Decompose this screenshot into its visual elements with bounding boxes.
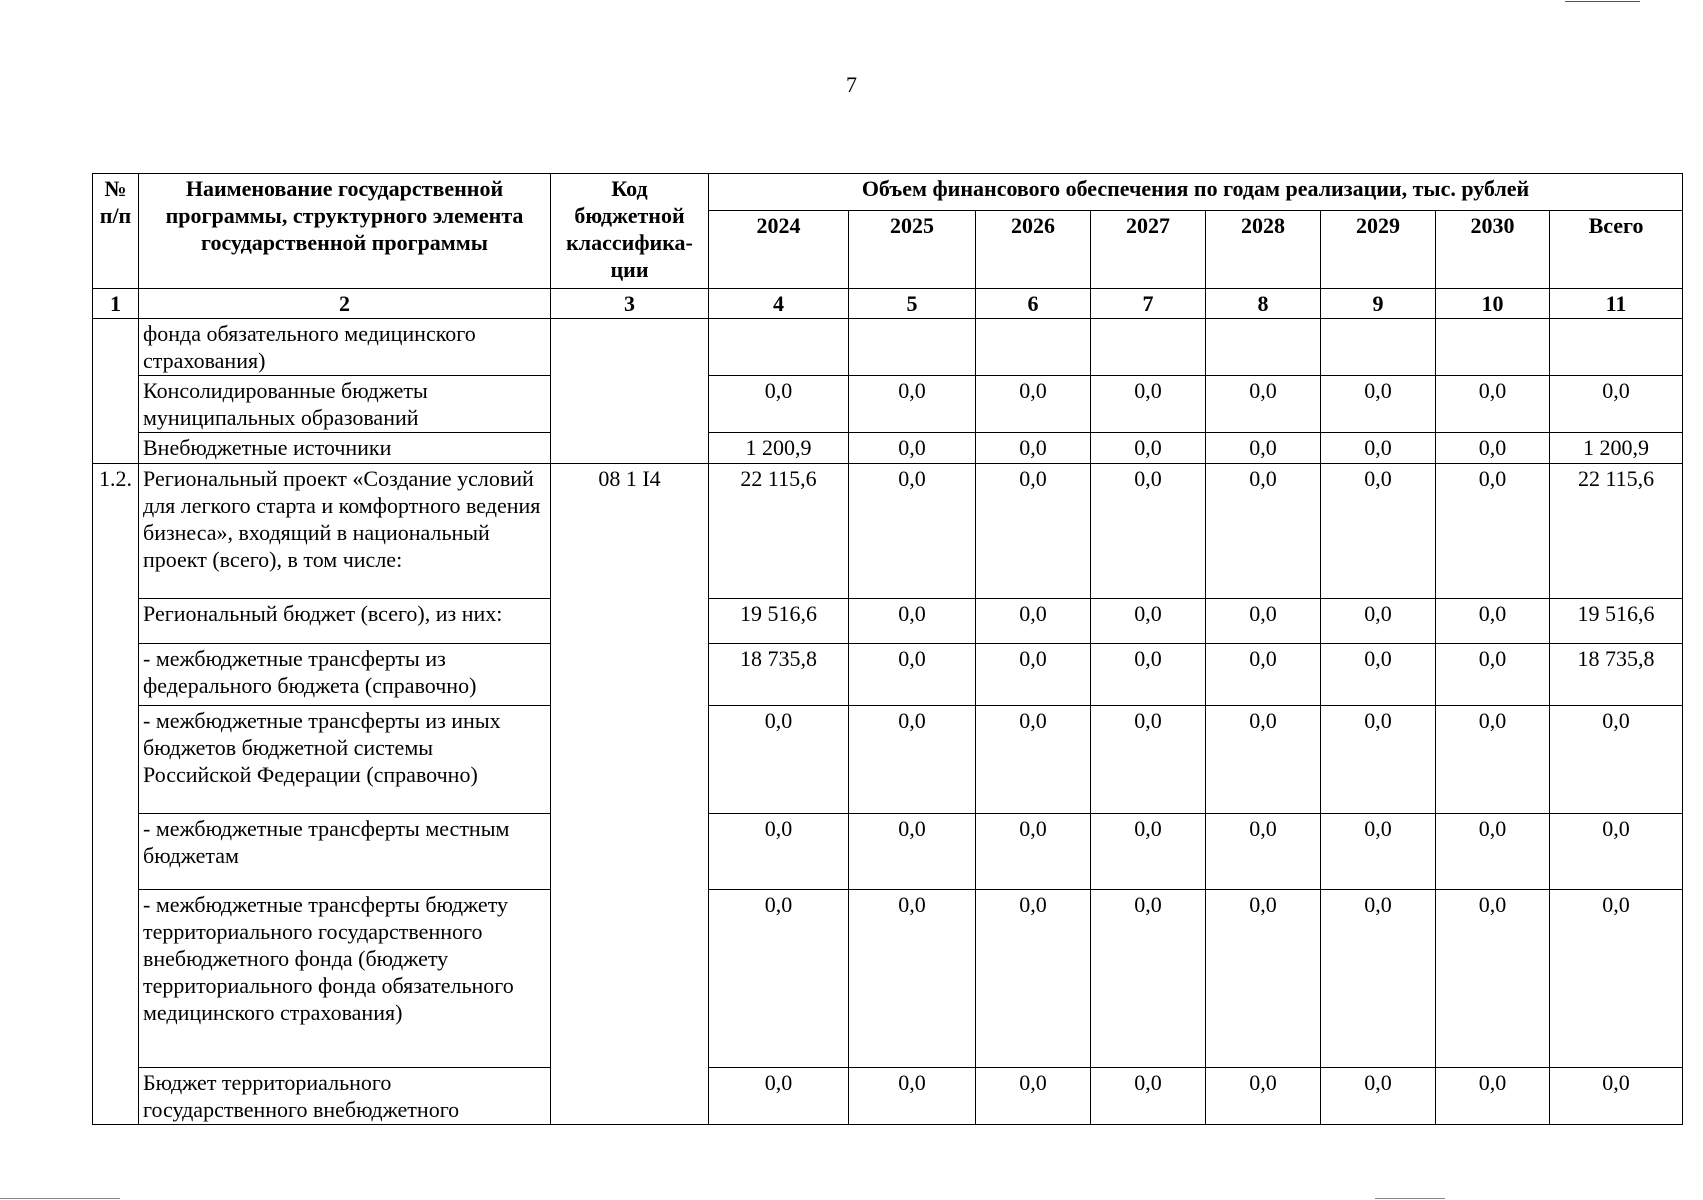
value-cell: 0,0 (976, 1068, 1091, 1125)
header-col-volume: Объем финансового обеспечения по годам реализации, тыс. рублей (709, 174, 1683, 211)
header-col-code: Код бюджетной классифика-ции (551, 174, 709, 289)
value-cell: 0,0 (1206, 890, 1321, 1068)
page-number: 7 (846, 72, 857, 97)
column-number: 3 (551, 289, 709, 319)
column-numbers-row (93, 289, 1683, 319)
table-row (93, 599, 1683, 644)
column-number: 2 (139, 289, 551, 319)
value-cell: 0,0 (849, 433, 976, 464)
value-cell: 0,0 (1091, 376, 1206, 433)
column-number: 5 (849, 289, 976, 319)
value-cell: 0,0 (976, 814, 1091, 890)
value-cell: 0,0 (1436, 644, 1550, 706)
header-total: Всего (1550, 211, 1683, 289)
row-name: - межбюджетные трансферты из федерального бюджета (справочно) (139, 644, 551, 706)
value-cell: 0,0 (849, 464, 976, 599)
value-cell: 0,0 (1436, 814, 1550, 890)
header-col-no: № п/п (93, 174, 139, 289)
value-cell: 22 115,6 (709, 464, 849, 599)
value-cell: 22 115,6 (1550, 464, 1683, 599)
row-name: Бюджет территориального государственного внебюджетного (139, 1068, 551, 1125)
header-year: 2024 (709, 211, 849, 289)
value-cell: 0,0 (1091, 706, 1206, 814)
row-name: фонда обязательного медицинского страхования) (139, 319, 551, 376)
value-cell: 0,0 (1436, 599, 1550, 644)
scan-artifact-line (1565, 1, 1640, 2)
value-cell: 0,0 (849, 1068, 976, 1125)
value-cell: 0,0 (849, 644, 976, 706)
value-cell: 0,0 (849, 599, 976, 644)
value-cell: 0,0 (1550, 890, 1683, 1068)
value-cell: 0,0 (976, 376, 1091, 433)
value-cell: 0,0 (1436, 433, 1550, 464)
value-cell (1206, 319, 1321, 376)
value-cell (849, 319, 976, 376)
row-number-cell (93, 319, 139, 464)
value-cell: 1 200,9 (1550, 433, 1683, 464)
value-cell: 0,0 (709, 376, 849, 433)
value-cell: 0,0 (1550, 814, 1683, 890)
value-cell (976, 319, 1091, 376)
value-cell: 0,0 (1206, 706, 1321, 814)
table-row (93, 890, 1683, 1068)
row-name: Региональный бюджет (всего), из них: (139, 599, 551, 644)
value-cell: 0,0 (849, 890, 976, 1068)
value-cell: 0,0 (709, 706, 849, 814)
value-cell: 0,0 (1206, 599, 1321, 644)
value-cell: 0,0 (1321, 814, 1436, 890)
value-cell: 0,0 (1206, 376, 1321, 433)
value-cell: 0,0 (976, 433, 1091, 464)
column-number: 11 (1550, 289, 1683, 319)
column-number: 4 (709, 289, 849, 319)
header-year: 2026 (976, 211, 1091, 289)
value-cell: 0,0 (1091, 433, 1206, 464)
value-cell: 0,0 (1091, 599, 1206, 644)
scan-artifact-line (0, 1198, 120, 1199)
header-year: 2030 (1436, 211, 1550, 289)
value-cell: 18 735,8 (1550, 644, 1683, 706)
value-cell: 18 735,8 (709, 644, 849, 706)
value-cell: 0,0 (976, 706, 1091, 814)
value-cell: 0,0 (1436, 1068, 1550, 1125)
row-name: - межбюджетные трансферты из иных бюджетов бюджетной системы Российской Федерации (справочно) (139, 706, 551, 814)
value-cell: 0,0 (976, 464, 1091, 599)
section-number: 1.2. (93, 464, 139, 1125)
value-cell: 0,0 (1321, 890, 1436, 1068)
value-cell: 0,0 (1321, 376, 1436, 433)
header-year: 2029 (1321, 211, 1436, 289)
budget-table (92, 173, 1683, 1125)
value-cell: 0,0 (709, 1068, 849, 1125)
value-cell: 0,0 (709, 890, 849, 1068)
value-cell: 0,0 (1436, 464, 1550, 599)
value-cell (709, 319, 849, 376)
value-cell: 0,0 (976, 644, 1091, 706)
table-row (93, 319, 1683, 376)
value-cell: 0,0 (976, 890, 1091, 1068)
code-cell (551, 319, 709, 464)
budget-code: 08 1 I4 (551, 464, 709, 1125)
value-cell: 0,0 (849, 376, 976, 433)
value-cell: 0,0 (1091, 644, 1206, 706)
value-cell: 0,0 (1550, 706, 1683, 814)
column-number: 8 (1206, 289, 1321, 319)
value-cell: 0,0 (1091, 464, 1206, 599)
value-cell: 0,0 (1206, 814, 1321, 890)
value-cell: 0,0 (1206, 464, 1321, 599)
value-cell: 0,0 (1206, 433, 1321, 464)
value-cell: 19 516,6 (1550, 599, 1683, 644)
value-cell: 0,0 (1206, 644, 1321, 706)
column-number: 10 (1436, 289, 1550, 319)
value-cell: 0,0 (1550, 376, 1683, 433)
value-cell (1091, 319, 1206, 376)
value-cell: 0,0 (1436, 376, 1550, 433)
table-row (93, 464, 1683, 599)
value-cell: 0,0 (709, 814, 849, 890)
column-number: 9 (1321, 289, 1436, 319)
value-cell: 0,0 (849, 706, 976, 814)
table-row (93, 644, 1683, 706)
header-year: 2027 (1091, 211, 1206, 289)
row-name: Консолидированные бюджеты муниципальных образований (139, 376, 551, 433)
row-name: Внебюджетные источники (139, 433, 551, 464)
table-row (93, 814, 1683, 890)
value-cell: 0,0 (1091, 814, 1206, 890)
column-number: 6 (976, 289, 1091, 319)
value-cell (1436, 319, 1550, 376)
value-cell: 0,0 (1321, 433, 1436, 464)
value-cell: 0,0 (1436, 706, 1550, 814)
header-year: 2025 (849, 211, 976, 289)
table-row (93, 376, 1683, 433)
value-cell: 19 516,6 (709, 599, 849, 644)
value-cell: 0,0 (976, 599, 1091, 644)
column-number: 1 (93, 289, 139, 319)
value-cell (1550, 319, 1683, 376)
row-name: - межбюджетные трансферты местным бюджетам (139, 814, 551, 890)
value-cell: 0,0 (1550, 1068, 1683, 1125)
value-cell: 0,0 (1436, 890, 1550, 1068)
value-cell (1321, 319, 1436, 376)
row-name: Региональный проект «Создание условий для легкого старта и комфортного ведения бизнеса», входящий в национальный проект (всего), в том числе: (139, 464, 551, 599)
value-cell: 0,0 (1206, 1068, 1321, 1125)
column-number: 7 (1091, 289, 1206, 319)
row-name: - межбюджетные трансферты бюджету территориального государственного внебюджетного фонда (бюджету территориального фонда обязательного медицинского страхования) (139, 890, 551, 1068)
value-cell: 0,0 (1091, 890, 1206, 1068)
value-cell: 0,0 (1321, 644, 1436, 706)
scan-artifact-line (1375, 1198, 1445, 1199)
value-cell: 0,0 (1321, 464, 1436, 599)
table-row (93, 706, 1683, 814)
value-cell: 0,0 (1321, 1068, 1436, 1125)
header-col-name: Наименование государственной программы, структурного элемента государственной программы (139, 174, 551, 289)
value-cell: 0,0 (1091, 1068, 1206, 1125)
table-row (93, 433, 1683, 464)
value-cell: 0,0 (1321, 599, 1436, 644)
value-cell: 0,0 (849, 814, 976, 890)
value-cell: 0,0 (1321, 706, 1436, 814)
table-row (93, 1068, 1683, 1125)
header-year: 2028 (1206, 211, 1321, 289)
value-cell: 1 200,9 (709, 433, 849, 464)
